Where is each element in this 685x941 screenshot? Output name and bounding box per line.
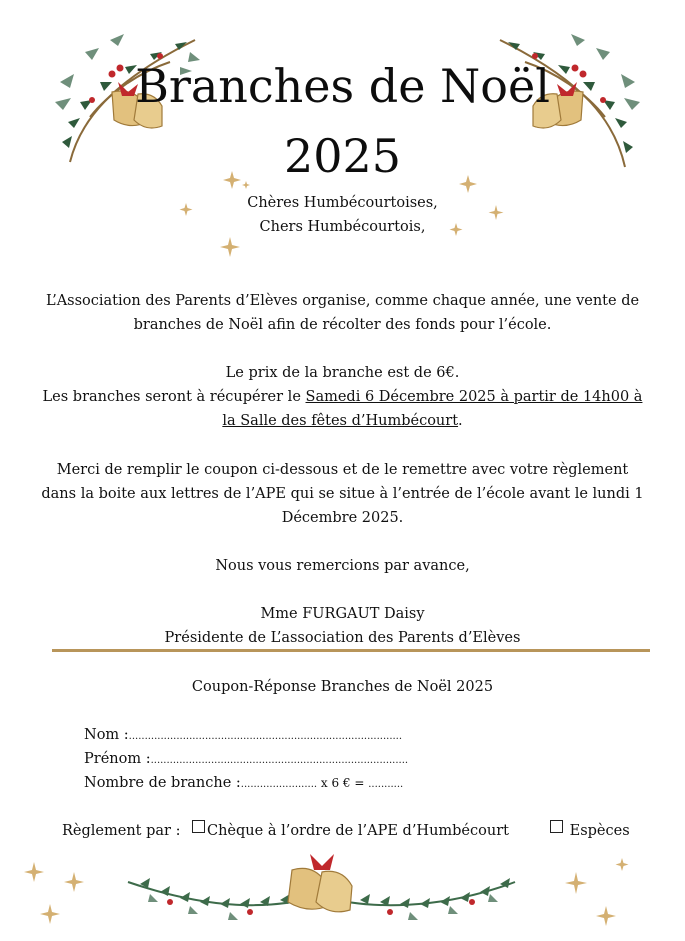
page-title: Branches de Noël (135, 59, 550, 113)
greeting-line-2: Chers Humbécourtois, (259, 219, 426, 235)
separator-line (52, 649, 650, 652)
thanks-line: Nous vous remercions par avance, (215, 558, 470, 574)
pickup-line-2 (0, 409, 685, 433)
pickup-prefix: Les branches seront à récupérer le (42, 389, 306, 405)
reglement-label: Règlement par : (62, 823, 181, 839)
nom-label: Nom : (84, 727, 129, 743)
nombre-dots: ........................ (240, 779, 318, 790)
especes-checkbox[interactable] (550, 820, 563, 833)
cheque-checkbox[interactable] (192, 820, 205, 833)
pickup-date: Samedi 6 Décembre 2025 à partir de 14h00 à (305, 389, 643, 405)
pickup-location: la Salle des fêtes d’Humbécourt (222, 413, 459, 429)
coupon-instruction-line-2: dans la boite aux lettres de l’APE qui se situe à l’entrée de l’école avant le lundi 1 (41, 486, 644, 502)
cheque-label: Chèque à l’ordre de l’APE d’Humbécourt (207, 823, 509, 839)
page-title-year: 2025 (283, 129, 402, 183)
pickup-suffix: . (458, 413, 463, 429)
coupon-instruction-line-1: Merci de remplir le coupon ci-dessous et de le remettre avec votre règlement (56, 462, 629, 478)
intro-line-1: L’Association des Parents d’Elèves organise, comme chaque année, une vente de (45, 293, 640, 309)
intro-line-2: branches de Noël afin de récolter des fonds pour l’école. (133, 317, 552, 333)
price-calc: x 6 € = (317, 776, 369, 790)
especes-label: Espèces (569, 823, 630, 839)
nom-field[interactable] (84, 724, 402, 748)
coupon-title: Coupon-Réponse Branches de Noël 2025 (191, 679, 494, 695)
signature-role: Présidente de L’association des Parents d’Elèves (164, 630, 521, 646)
option-cheque[interactable] (192, 820, 509, 842)
prenom-label: Prénom : (84, 751, 151, 767)
total-dots: ........... (368, 779, 404, 790)
nombre-field[interactable] (84, 772, 403, 796)
signature-name: Mme FURGAUT Daisy (260, 606, 425, 622)
pickup-line-1 (0, 385, 685, 409)
price-line: Le prix de la branche est de 6€. (225, 365, 460, 381)
prenom-dots: ................................................................................. (150, 755, 409, 766)
coupon-instruction-line-3: Décembre 2025. (281, 510, 404, 526)
nombre-label: Nombre de branche : (84, 775, 241, 791)
garland-bells-decoration-icon (10, 840, 675, 938)
prenom-field[interactable] (84, 748, 408, 772)
greeting-line-1: Chères Humbécourtoises, (247, 195, 438, 211)
nom-dots: ...................................................................................... (128, 731, 403, 742)
option-especes[interactable] (550, 820, 630, 842)
